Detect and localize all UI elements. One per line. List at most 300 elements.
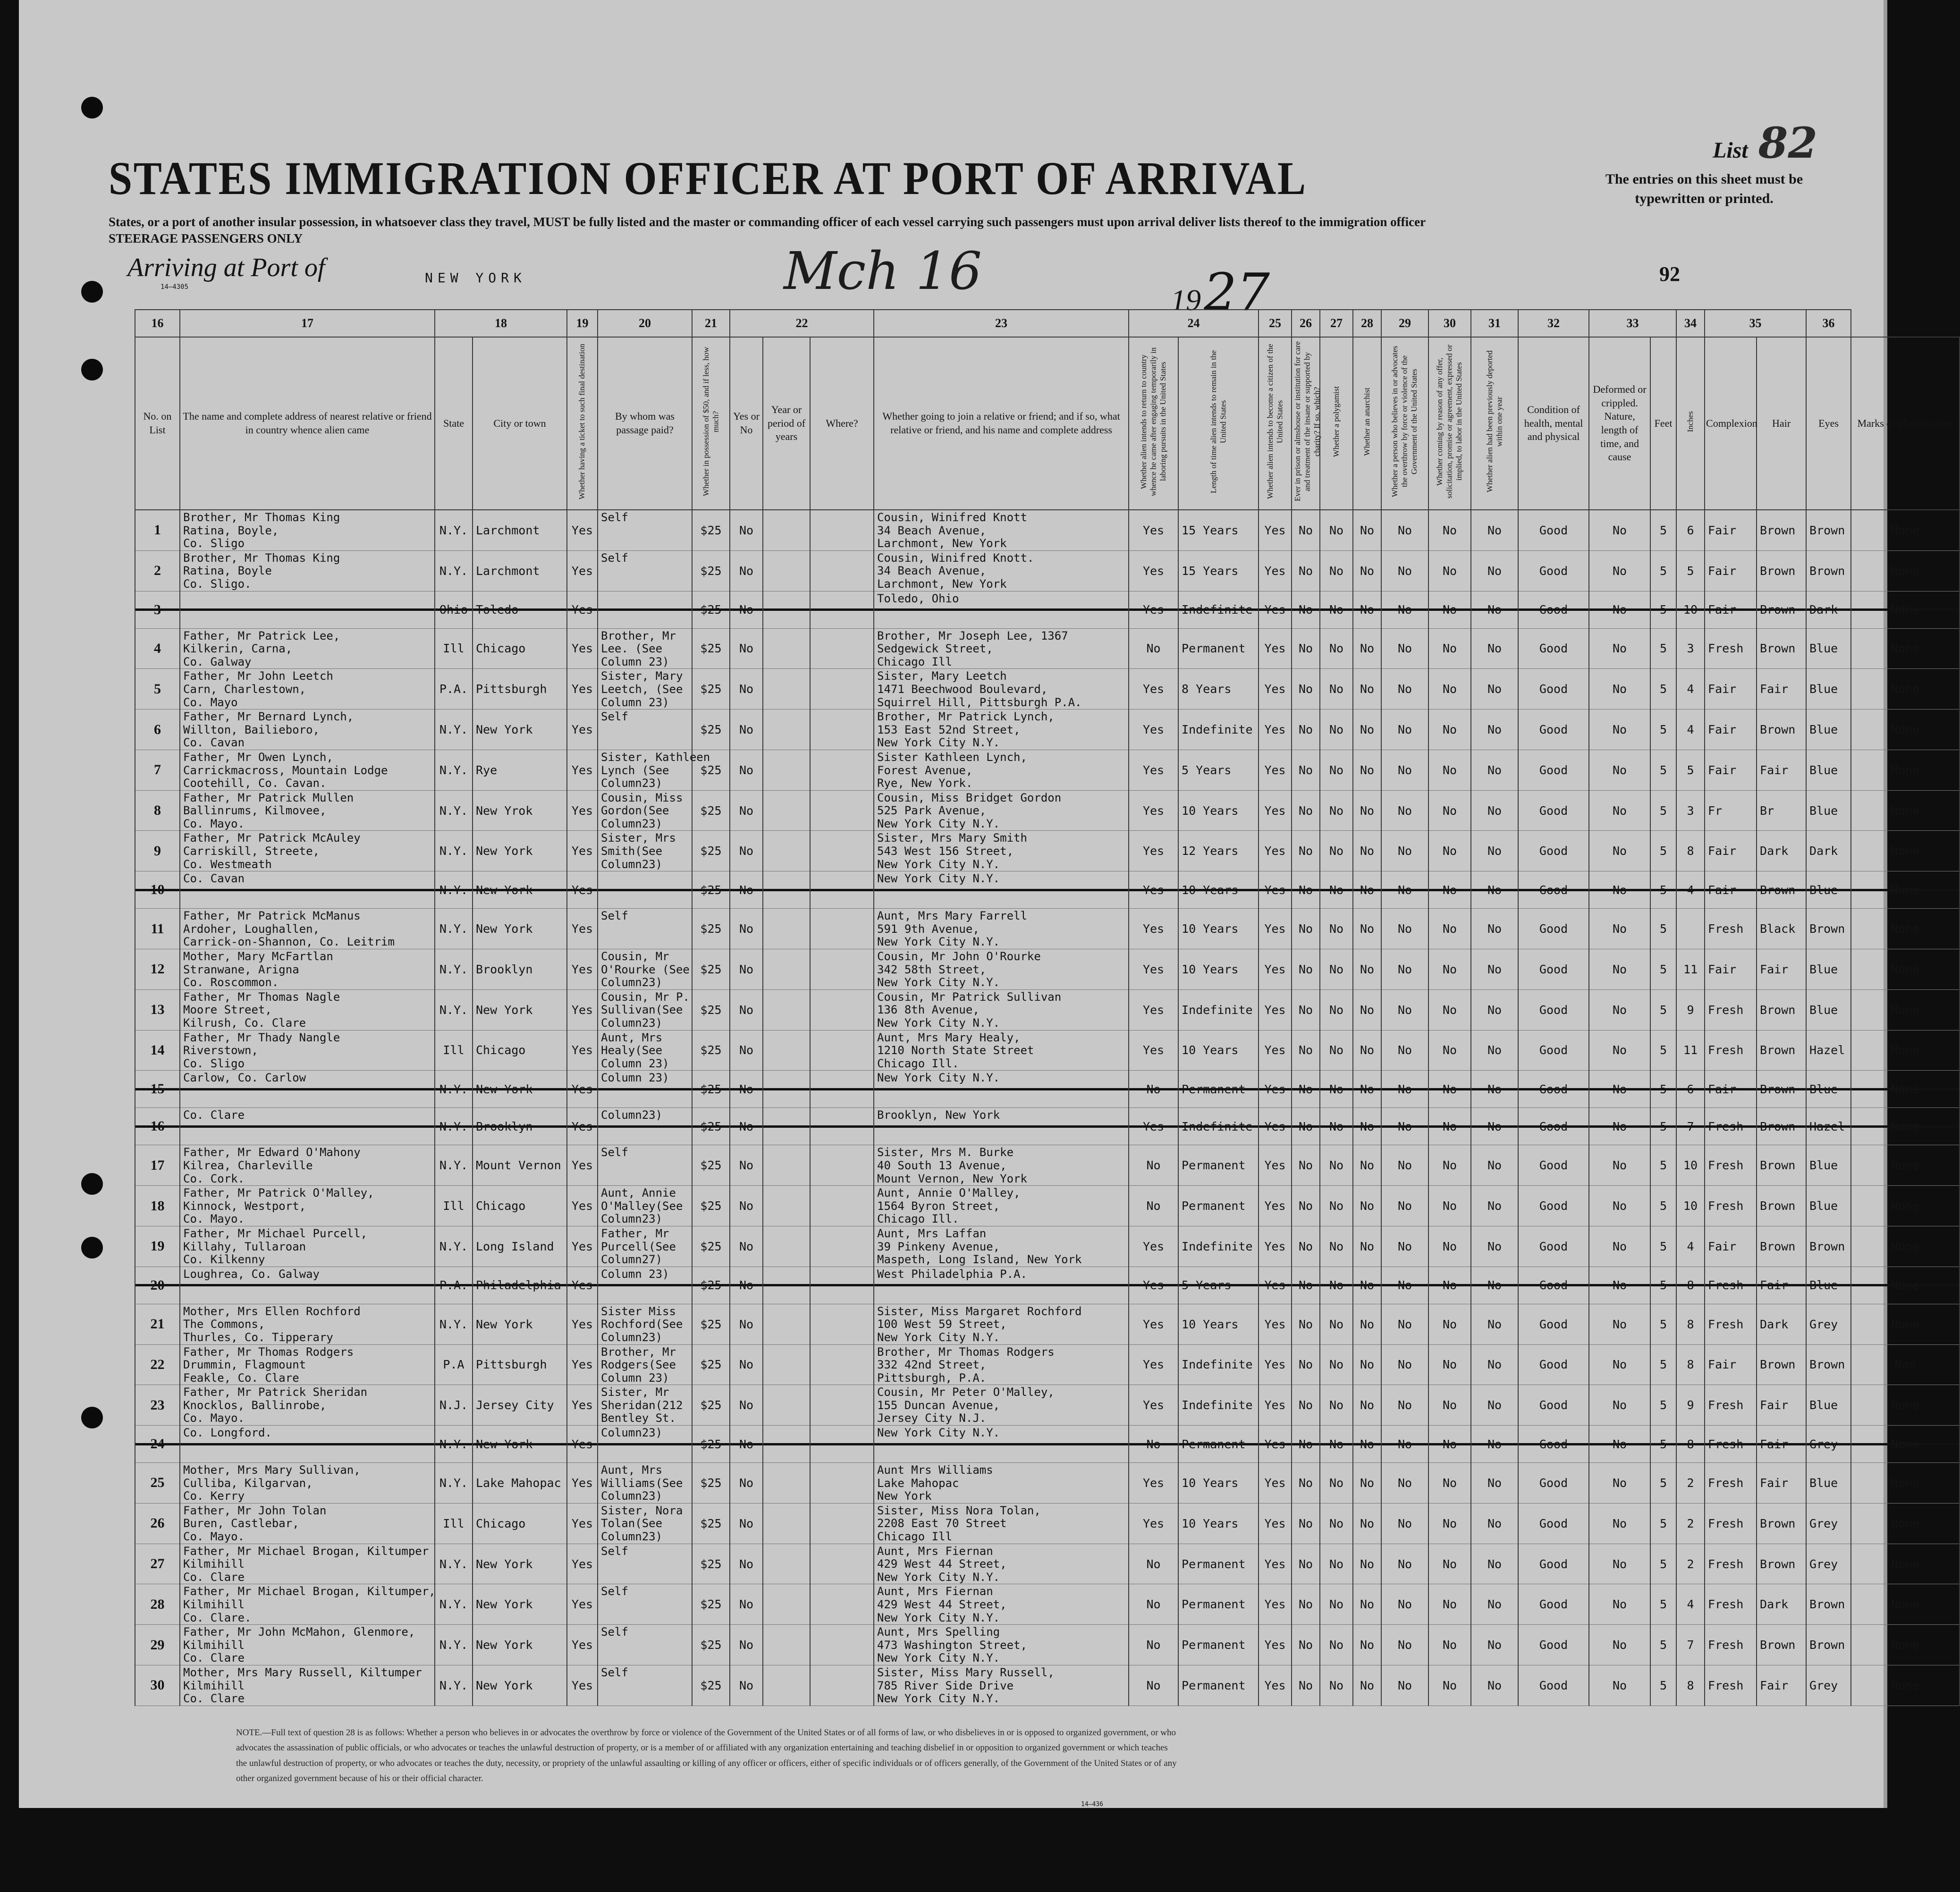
polygamist-cell: No: [1320, 1665, 1353, 1706]
row-number: 29: [135, 1625, 180, 1665]
labor-cell: No: [1428, 1625, 1471, 1665]
city-cell: New York: [473, 1071, 567, 1108]
anarchist-cell: No: [1353, 750, 1381, 790]
labor-cell: No: [1428, 989, 1471, 1030]
relative-cell: Mother, Mary McFartlan Stranwane, Arigna Co. Roscommon.: [180, 949, 435, 990]
deformed-cell: No: [1589, 1584, 1650, 1625]
anarchist-cell: No: [1353, 1186, 1381, 1226]
eyes-cell: Brown: [1806, 1344, 1851, 1385]
purpose-cell: Yes: [1129, 1226, 1178, 1267]
row-number: 12: [135, 949, 180, 990]
complexion-cell: Fair: [1705, 550, 1757, 591]
before-us-cell: No: [730, 1665, 763, 1706]
deformed-cell: No: [1589, 1304, 1650, 1344]
health-cell: Good: [1518, 989, 1589, 1030]
hair-cell: Fair: [1757, 1267, 1806, 1304]
table-row: [135, 1544, 1960, 1584]
overthrow-cell: No: [1381, 1503, 1428, 1544]
city-cell: Rye: [473, 750, 567, 790]
polygamist-cell: No: [1320, 510, 1353, 550]
joining-cell: Brooklyn, New York: [874, 1108, 1129, 1145]
inches-cell: 11: [1676, 1030, 1705, 1071]
table-row: [135, 1226, 1960, 1267]
deported-cell: No: [1471, 989, 1518, 1030]
period-cell: [763, 1267, 810, 1304]
ticket-cell: Yes: [567, 550, 598, 591]
eyes-cell: Blue: [1806, 1186, 1851, 1226]
deported-cell: No: [1471, 591, 1518, 628]
polygamist-cell: No: [1320, 1108, 1353, 1145]
list-number-handwritten: 82: [1758, 118, 1817, 168]
ticket-cell: Yes: [567, 1544, 598, 1584]
deformed-cell: No: [1589, 989, 1650, 1030]
ticket-cell: Yes: [567, 710, 598, 750]
relative-cell: Father, Mr Patrick Sheridan Knocklos, Ballinrobe, Co. Mayo.: [180, 1385, 435, 1426]
ticket-cell: Yes: [567, 1304, 598, 1344]
anarchist-cell: No: [1353, 1226, 1381, 1267]
complexion-cell: Fresh: [1705, 1304, 1757, 1344]
inches-cell: 9: [1676, 989, 1705, 1030]
health-cell: Good: [1518, 1584, 1589, 1625]
prison-cell: No: [1292, 1584, 1320, 1625]
hair-cell: Brown: [1757, 1226, 1806, 1267]
relative-cell: Father, Mr Patrick Mullen Ballinrums, Kilmovee, Co. Mayo.: [180, 790, 435, 831]
deported-cell: No: [1471, 710, 1518, 750]
citizen-cell: Yes: [1259, 1226, 1292, 1267]
state-cell: P.A.: [435, 669, 473, 710]
header-period: Year or period of years: [763, 337, 810, 510]
period-cell: [763, 1503, 810, 1544]
health-cell: Good: [1518, 909, 1589, 949]
where-cell: [810, 1385, 874, 1426]
header-yes-no: Yes or No: [730, 337, 763, 510]
state-cell: Ill: [435, 1503, 473, 1544]
passage-paid-cell: Sister, Kathleen Lynch (See Column23): [598, 750, 692, 790]
deformed-cell: No: [1589, 1665, 1650, 1706]
money-cell: $25: [692, 831, 730, 871]
purpose-cell: No: [1129, 1544, 1178, 1584]
passage-paid-cell: Brother, Mr Lee. (See Column 23): [598, 628, 692, 669]
period-cell: [763, 1426, 810, 1463]
health-cell: Good: [1518, 1108, 1589, 1145]
purpose-cell: No: [1129, 628, 1178, 669]
passage-paid-cell: Sister, Mrs Smith(See Column23): [598, 831, 692, 871]
city-cell: New Yrok: [473, 790, 567, 831]
polygamist-cell: No: [1320, 1503, 1353, 1544]
table-row: [135, 550, 1960, 591]
joining-cell: Aunt, Mrs Laffan 39 Pinkeny Avenue, Maspeth, Long Island, New York: [874, 1226, 1129, 1267]
money-cell: $25: [692, 1186, 730, 1226]
labor-cell: No: [1428, 1226, 1471, 1267]
hair-cell: Brown: [1757, 1108, 1806, 1145]
deported-cell: No: [1471, 1503, 1518, 1544]
header-overthrow-text: Whether a person who believes in or advocates the overthrow by force or violence of the Government of the United States: [1390, 346, 1419, 498]
passage-paid-cell: Aunt, Mrs Healy(See Column 23): [598, 1030, 692, 1071]
marks-cell: None: [1851, 510, 1960, 550]
overthrow-cell: No: [1381, 591, 1428, 628]
where-cell: [810, 790, 874, 831]
relative-cell: Father, Mr Thady Nangle Riverstown, Co. Sligo: [180, 1030, 435, 1071]
money-cell: $25: [692, 1267, 730, 1304]
length-stay-cell: 5 Years: [1178, 1267, 1259, 1304]
row-number: 27: [135, 1544, 180, 1584]
joining-cell: Aunt, Mrs Mary Farrell 591 9th Avenue, New York City N.Y.: [874, 909, 1129, 949]
length-stay-cell: Indefinite: [1178, 1385, 1259, 1426]
polygamist-cell: No: [1320, 1071, 1353, 1108]
deformed-cell: No: [1589, 1544, 1650, 1584]
labor-cell: No: [1428, 909, 1471, 949]
table-row: [135, 710, 1960, 750]
marks-cell: None: [1851, 1625, 1960, 1665]
header-ticket: [567, 337, 598, 510]
header-citizen: [1259, 337, 1292, 510]
before-us-cell: No: [730, 591, 763, 628]
relative-cell: Father, Mr Edward O'Mahony Kilrea, Charleville Co. Cork.: [180, 1145, 435, 1186]
relative-cell: Father, Mr Patrick Lee, Kilkerin, Carna, Co. Galway: [180, 628, 435, 669]
deformed-cell: No: [1589, 1344, 1650, 1385]
row-number: 4: [135, 628, 180, 669]
column-number: 17: [180, 310, 435, 337]
health-cell: Good: [1518, 871, 1589, 909]
citizen-cell: Yes: [1259, 1584, 1292, 1625]
overthrow-cell: No: [1381, 1145, 1428, 1186]
deported-cell: No: [1471, 750, 1518, 790]
citizen-cell: Yes: [1259, 750, 1292, 790]
header-eyes: Eyes: [1806, 337, 1851, 510]
where-cell: [810, 510, 874, 550]
purpose-cell: Yes: [1129, 510, 1178, 550]
header-labor-text: Whether coming by reason of any offer, solicitation, promise or agreement, expressed or implied, to labor in the United States: [1435, 345, 1464, 499]
purpose-cell: No: [1129, 1145, 1178, 1186]
marks-cell: None: [1851, 1503, 1960, 1544]
overthrow-cell: No: [1381, 1584, 1428, 1625]
passage-paid-cell: Sister, Mr Sheridan(212 Bentley St.: [598, 1385, 692, 1426]
relative-cell: Father, Mr John Tolan Buren, Castlebar, Co. Mayo.: [180, 1503, 435, 1544]
anarchist-cell: No: [1353, 871, 1381, 909]
eyes-cell: Grey: [1806, 1426, 1851, 1463]
where-cell: [810, 1426, 874, 1463]
deformed-cell: No: [1589, 710, 1650, 750]
city-cell: Philadelphia: [473, 1267, 567, 1304]
deported-cell: No: [1471, 628, 1518, 669]
city-cell: Toledo: [473, 591, 567, 628]
state-cell: N.Y.: [435, 1226, 473, 1267]
row-number: 5: [135, 669, 180, 710]
overthrow-cell: No: [1381, 790, 1428, 831]
column-number: 28: [1353, 310, 1381, 337]
citizen-cell: Yes: [1259, 1463, 1292, 1503]
table-row: [135, 790, 1960, 831]
feet-cell: 5: [1650, 1584, 1676, 1625]
labor-cell: No: [1428, 1385, 1471, 1426]
overthrow-cell: No: [1381, 1385, 1428, 1426]
table-row: [135, 1304, 1960, 1344]
period-cell: [763, 989, 810, 1030]
arriving-label: Arriving at Port of: [127, 253, 325, 282]
money-cell: $25: [692, 1503, 730, 1544]
prison-cell: No: [1292, 831, 1320, 871]
before-us-cell: No: [730, 1304, 763, 1344]
joining-cell: Aunt, Mrs Fiernan 429 West 44 Street, New York City N.Y.: [874, 1544, 1129, 1584]
deported-cell: No: [1471, 1226, 1518, 1267]
passage-paid-cell: Father, Mr Purcell(See Column27): [598, 1226, 692, 1267]
joining-cell: Sister Kathleen Lynch, Forest Avenue, Rye, New York.: [874, 750, 1129, 790]
state-cell: N.Y.: [435, 750, 473, 790]
hair-cell: Brown: [1757, 1503, 1806, 1544]
deported-cell: No: [1471, 669, 1518, 710]
length-stay-cell: Permanent: [1178, 1544, 1259, 1584]
complexion-cell: Fresh: [1705, 1625, 1757, 1665]
prison-cell: No: [1292, 989, 1320, 1030]
deported-cell: No: [1471, 949, 1518, 990]
polygamist-cell: No: [1320, 591, 1353, 628]
row-number: 22: [135, 1344, 180, 1385]
table-row: [135, 1030, 1960, 1071]
steerage-label: STEERAGE PASSENGERS ONLY: [109, 231, 303, 245]
overthrow-cell: No: [1381, 1030, 1428, 1071]
header-deported-text: Whether alien had been previously deported within one year: [1485, 350, 1504, 493]
eyes-cell: Blue: [1806, 1145, 1851, 1186]
complexion-cell: Fresh: [1705, 1584, 1757, 1625]
row-number: 20: [135, 1267, 180, 1304]
labor-cell: No: [1428, 1186, 1471, 1226]
punch-hole: [81, 1237, 103, 1259]
joining-cell: Sister, Miss Nora Tolan, 2208 East 70 Street Chicago Ill: [874, 1503, 1129, 1544]
row-number: 28: [135, 1584, 180, 1625]
header-complexion: Complexion: [1705, 337, 1757, 510]
subtitle: States, or a port of another insular possession, in whatsoever class they travel, MUST be fully listed and the master or commanding officer of each vessel carrying such passengers must upon arrival deliver lists thereof to the immigration officer: [109, 215, 1426, 229]
state-cell: N.Y.: [435, 1625, 473, 1665]
purpose-cell: No: [1129, 1186, 1178, 1226]
anarchist-cell: No: [1353, 790, 1381, 831]
column-number: 18: [435, 310, 567, 337]
column-number: 31: [1471, 310, 1518, 337]
hair-cell: Brown: [1757, 1344, 1806, 1385]
column-number: 32: [1518, 310, 1589, 337]
inches-cell: 2: [1676, 1544, 1705, 1584]
hair-cell: Fair: [1757, 1665, 1806, 1706]
ticket-cell: Yes: [567, 1186, 598, 1226]
relative-cell: Co. Cavan: [180, 871, 435, 909]
state-cell: N.Y.: [435, 909, 473, 949]
polygamist-cell: No: [1320, 790, 1353, 831]
punch-hole: [81, 281, 103, 303]
city-cell: Chicago: [473, 1503, 567, 1544]
city-cell: Brooklyn: [473, 949, 567, 990]
before-us-cell: No: [730, 669, 763, 710]
hair-cell: Black: [1757, 909, 1806, 949]
state-cell: N.Y.: [435, 1426, 473, 1463]
labor-cell: No: [1428, 1503, 1471, 1544]
anarchist-cell: No: [1353, 550, 1381, 591]
complexion-cell: Fair: [1705, 1226, 1757, 1267]
deported-cell: No: [1471, 1344, 1518, 1385]
labor-cell: No: [1428, 949, 1471, 990]
polygamist-cell: No: [1320, 1186, 1353, 1226]
ticket-cell: Yes: [567, 1385, 598, 1426]
hair-cell: Brown: [1757, 1625, 1806, 1665]
inches-cell: 10: [1676, 1186, 1705, 1226]
ticket-cell: Yes: [567, 909, 598, 949]
hair-cell: Dark: [1757, 831, 1806, 871]
prison-cell: No: [1292, 1071, 1320, 1108]
relative-cell: Father, Mr Patrick McManus Ardoher, Loughallen, Carrick-on-Shannon, Co. Leitrim: [180, 909, 435, 949]
state-cell: N.Y.: [435, 871, 473, 909]
eyes-cell: Dark: [1806, 591, 1851, 628]
passage-paid-cell: [598, 871, 692, 909]
complexion-cell: Fresh: [1705, 989, 1757, 1030]
table-row: [135, 909, 1960, 949]
prison-cell: No: [1292, 628, 1320, 669]
ticket-cell: Yes: [567, 750, 598, 790]
state-cell: N.Y.: [435, 510, 473, 550]
polygamist-cell: No: [1320, 1226, 1353, 1267]
passenger-manifest-table: [135, 309, 1960, 1706]
money-cell: $25: [692, 1030, 730, 1071]
length-stay-cell: Permanent: [1178, 1584, 1259, 1625]
before-us-cell: No: [730, 1108, 763, 1145]
where-cell: [810, 591, 874, 628]
length-stay-cell: Permanent: [1178, 628, 1259, 669]
complexion-cell: Fair: [1705, 591, 1757, 628]
citizen-cell: Yes: [1259, 1071, 1292, 1108]
inches-cell: 10: [1676, 591, 1705, 628]
money-cell: $25: [692, 1625, 730, 1665]
inches-cell: 8: [1676, 1665, 1705, 1706]
city-cell: Chicago: [473, 1030, 567, 1071]
period-cell: [763, 550, 810, 591]
where-cell: [810, 1463, 874, 1503]
health-cell: Good: [1518, 1463, 1589, 1503]
row-number: 16: [135, 1108, 180, 1145]
relative-cell: Brother, Mr Thomas King Ratina, Boyle, Co. Sligo: [180, 510, 435, 550]
feet-cell: 5: [1650, 1463, 1676, 1503]
before-us-cell: No: [730, 510, 763, 550]
table-row: [135, 1344, 1960, 1385]
state-cell: N.Y.: [435, 1665, 473, 1706]
inches-cell: 4: [1676, 1584, 1705, 1625]
purpose-cell: Yes: [1129, 710, 1178, 750]
anarchist-cell: No: [1353, 1503, 1381, 1544]
health-cell: Good: [1518, 1267, 1589, 1304]
eyes-cell: Grey: [1806, 1665, 1851, 1706]
complexion-cell: Fair: [1705, 1071, 1757, 1108]
deported-cell: No: [1471, 510, 1518, 550]
marks-cell: None: [1851, 1071, 1960, 1108]
prison-cell: No: [1292, 750, 1320, 790]
header-possession: [692, 337, 730, 510]
ticket-cell: Yes: [567, 1665, 598, 1706]
length-stay-cell: 5 Years: [1178, 750, 1259, 790]
eyes-cell: Brown: [1806, 909, 1851, 949]
eyes-cell: Blue: [1806, 871, 1851, 909]
where-cell: [810, 909, 874, 949]
inches-cell: 4: [1676, 1226, 1705, 1267]
period-cell: [763, 710, 810, 750]
header-city: City or town: [473, 337, 567, 510]
ticket-cell: Yes: [567, 1226, 598, 1267]
where-cell: [810, 989, 874, 1030]
marks-cell: None: [1851, 790, 1960, 831]
anarchist-cell: No: [1353, 1625, 1381, 1665]
where-cell: [810, 1665, 874, 1706]
labor-cell: No: [1428, 1544, 1471, 1584]
marks-cell: None: [1851, 1145, 1960, 1186]
anarchist-cell: No: [1353, 591, 1381, 628]
hair-cell: Brown: [1757, 710, 1806, 750]
inches-cell: 9: [1676, 1385, 1705, 1426]
passage-paid-cell: Cousin, Miss Gordon(See Column23): [598, 790, 692, 831]
joining-cell: Toledo, Ohio: [874, 591, 1129, 628]
passage-paid-cell: Column23): [598, 1108, 692, 1145]
eyes-cell: Blue: [1806, 790, 1851, 831]
labor-cell: No: [1428, 1463, 1471, 1503]
table-row: [135, 1385, 1960, 1426]
anarchist-cell: No: [1353, 949, 1381, 990]
inches-cell: 10: [1676, 1145, 1705, 1186]
header-inches-text: Inches: [1685, 411, 1695, 432]
length-stay-cell: 10 Years: [1178, 909, 1259, 949]
anarchist-cell: No: [1353, 1584, 1381, 1625]
marks-cell: None: [1851, 628, 1960, 669]
relative-cell: Father, Mr John McMahon, Glenmore, Kilmihill Co. Clare: [180, 1625, 435, 1665]
inches-cell: 6: [1676, 510, 1705, 550]
state-cell: N.Y.: [435, 1463, 473, 1503]
joining-cell: Cousin, Mr Peter O'Malley, 155 Duncan Avenue, Jersey City N.J.: [874, 1385, 1129, 1426]
ticket-cell: Yes: [567, 831, 598, 871]
eyes-cell: Grey: [1806, 1503, 1851, 1544]
period-cell: [763, 1463, 810, 1503]
hair-cell: Fair: [1757, 669, 1806, 710]
complexion-cell: Fresh: [1705, 1108, 1757, 1145]
deported-cell: No: [1471, 790, 1518, 831]
feet-cell: 5: [1650, 710, 1676, 750]
purpose-cell: Yes: [1129, 949, 1178, 990]
before-us-cell: No: [730, 989, 763, 1030]
overthrow-cell: No: [1381, 909, 1428, 949]
joining-cell: Brother, Mr Joseph Lee, 1367 Sedgewick Street, Chicago Ill: [874, 628, 1129, 669]
passage-paid-cell: Self: [598, 1625, 692, 1665]
prison-cell: No: [1292, 591, 1320, 628]
money-cell: $25: [692, 1226, 730, 1267]
health-cell: Good: [1518, 949, 1589, 990]
eyes-cell: Blue: [1806, 1385, 1851, 1426]
ticket-cell: Yes: [567, 1108, 598, 1145]
relative-cell: Father, Mr Michael Brogan, Kiltumper Kilmihill Co. Clare: [180, 1544, 435, 1584]
overthrow-cell: No: [1381, 831, 1428, 871]
table-row: [135, 989, 1960, 1030]
deported-cell: No: [1471, 1071, 1518, 1108]
polygamist-cell: No: [1320, 909, 1353, 949]
city-cell: Mount Vernon: [473, 1145, 567, 1186]
relative-cell: Father, Mr Bernard Lynch, Willton, Bailieboro, Co. Cavan: [180, 710, 435, 750]
purpose-cell: No: [1129, 1625, 1178, 1665]
relative-cell: Father, Mr Thomas Nagle Moore Street, Kilrush, Co. Clare: [180, 989, 435, 1030]
anarchist-cell: No: [1353, 1267, 1381, 1304]
before-us-cell: No: [730, 790, 763, 831]
purpose-cell: No: [1129, 1584, 1178, 1625]
before-us-cell: No: [730, 1463, 763, 1503]
joining-cell: Aunt, Annie O'Malley, 1564 Byron Street, Chicago Ill.: [874, 1186, 1129, 1226]
where-cell: [810, 1584, 874, 1625]
before-us-cell: No: [730, 1344, 763, 1385]
period-cell: [763, 628, 810, 669]
deformed-cell: No: [1589, 1267, 1650, 1304]
passage-paid-cell: Self: [598, 510, 692, 550]
inches-cell: 2: [1676, 1463, 1705, 1503]
purpose-cell: Yes: [1129, 669, 1178, 710]
table-row: [135, 1145, 1960, 1186]
